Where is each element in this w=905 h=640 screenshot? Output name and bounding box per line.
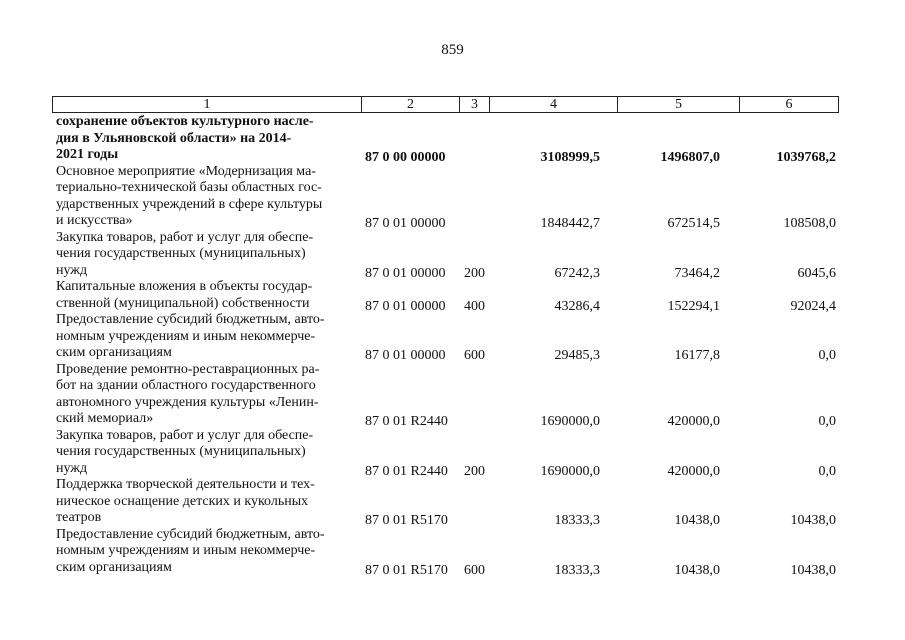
header-col-1: 1 [203,97,211,112]
description-line: чения государственных (муниципальных) [56,444,306,459]
description-line: сохранение объектов культурного насле- [56,114,314,129]
expense-type: 600 [464,562,485,578]
value-col-6: 0,0 [818,463,836,479]
value-col-5: 1496807,0 [660,150,720,165]
value-col-4: 67242,3 [554,265,600,281]
row-description [56,164,354,230]
row-description [56,114,354,164]
value-col-6: 0,0 [818,348,836,363]
header-col-4: 4 [489,97,617,112]
value-col-5: 10438,0 [674,562,720,578]
table-row [56,527,846,577]
value-col-6: 10438,0 [790,562,836,578]
description-line: Закупка товаров, работ и услуг для обеспе- [56,427,314,443]
description-line: и искусства» [56,213,133,228]
description-line: театров [56,510,102,525]
description-line: Поддержка творческой деятельности и тех- [56,477,315,492]
budget-code: 87 0 01 R2440 [365,463,448,479]
header-col-5: 5 [617,97,739,112]
description-line: ский мемориал» [56,411,154,426]
description-line: Закупка товаров, работ и услуг для обеспе- [56,229,314,245]
value-col-4: 18333,3 [554,513,600,528]
value-col-6: 1039768,2 [776,150,836,165]
description-line: нужд [56,460,88,476]
table-row [56,362,846,428]
value-col-4: 43286,4 [554,298,600,314]
table-row [56,312,846,362]
value-col-4: 1690000,0 [540,414,600,429]
description-line: Основное мероприятие «Модернизация ма- [56,163,316,179]
description-line: чения государственных (муниципальных) [56,246,306,261]
table-header [52,96,839,113]
value-col-4: 3108999,5 [540,150,600,165]
description-line: ским организациям [56,345,172,360]
header-col-2: 2 [361,97,459,112]
expense-type: 200 [464,265,485,281]
description-line: автономного учреждения культуры «Ленин- [56,394,319,410]
header-col-3: 3 [459,97,489,112]
value-col-5: 16177,8 [674,348,720,363]
description-line: ственной (муниципальной) собственности [56,295,310,311]
value-col-6: 10438,0 [790,513,836,528]
row-description [56,279,354,312]
row-description [56,527,354,577]
row-description [56,362,354,428]
value-col-5: 152294,1 [667,298,720,314]
description-line: Проведение ремонтно-реставрационных ра- [56,361,320,377]
budget-code: 87 0 01 R5170 [365,513,448,528]
table-row [56,230,846,280]
value-col-5: 420000,0 [667,414,720,429]
value-col-4: 1848442,7 [540,216,600,231]
value-col-5: 10438,0 [674,513,720,528]
description-line: Предоставление субсидий бюджетным, авто- [56,312,325,327]
description-line: ударственных учреждений в сфере культуры [56,196,323,212]
description-line: Предоставление субсидий бюджетным, авто- [56,526,325,542]
budget-code: 87 0 01 R2440 [365,414,448,429]
table-row [56,279,846,312]
expense-type: 600 [464,348,485,363]
budget-code: 87 0 01 00000 [365,348,446,363]
description-line: ническое оснащение детских и кукольных [56,493,309,509]
description-line: номным учреждениям и иным некоммерче- [56,328,316,344]
row-description [56,312,354,362]
description-line: номным учреждениям и иным некоммерче- [56,543,316,558]
description-line: 2021 годы [56,147,119,162]
page-number: 859 [441,42,464,58]
value-col-5: 672514,5 [667,216,720,231]
description-line: нужд [56,262,88,278]
value-col-4: 29485,3 [554,348,600,363]
value-col-6: 108508,0 [783,216,836,231]
description-line: ским организациям [56,559,172,575]
row-description [56,428,354,478]
value-col-5: 73464,2 [674,265,720,281]
value-col-5: 420000,0 [667,463,720,479]
description-line: Капитальные вложения в объекты государ- [56,279,313,294]
value-col-4: 1690000,0 [540,463,600,479]
row-description [56,230,354,280]
table-body [56,114,846,576]
expense-type: 400 [464,298,485,314]
budget-code: 87 0 01 R5170 [365,562,448,578]
header-col-6: 6 [739,97,838,112]
value-col-6: 6045,6 [797,265,836,281]
budget-code: 87 0 01 00000 [365,298,446,314]
row-description [56,477,354,527]
budget-code: 87 0 01 00000 [365,265,446,281]
expense-type: 200 [464,463,485,479]
value-col-6: 92024,4 [790,298,836,314]
description-line: дия в Ульяновской области» на 2014- [56,130,292,146]
table-row [56,428,846,478]
table-row [56,164,846,230]
table-row [56,114,846,164]
table-row [56,477,846,527]
budget-code: 87 0 00 00000 [365,150,446,165]
description-line: териально-технической базы областных гос- [56,180,322,195]
value-col-6: 0,0 [818,414,836,429]
description-line: бот на здании областного государственного [56,378,316,393]
budget-code: 87 0 01 00000 [365,216,446,231]
value-col-4: 18333,3 [554,562,600,578]
